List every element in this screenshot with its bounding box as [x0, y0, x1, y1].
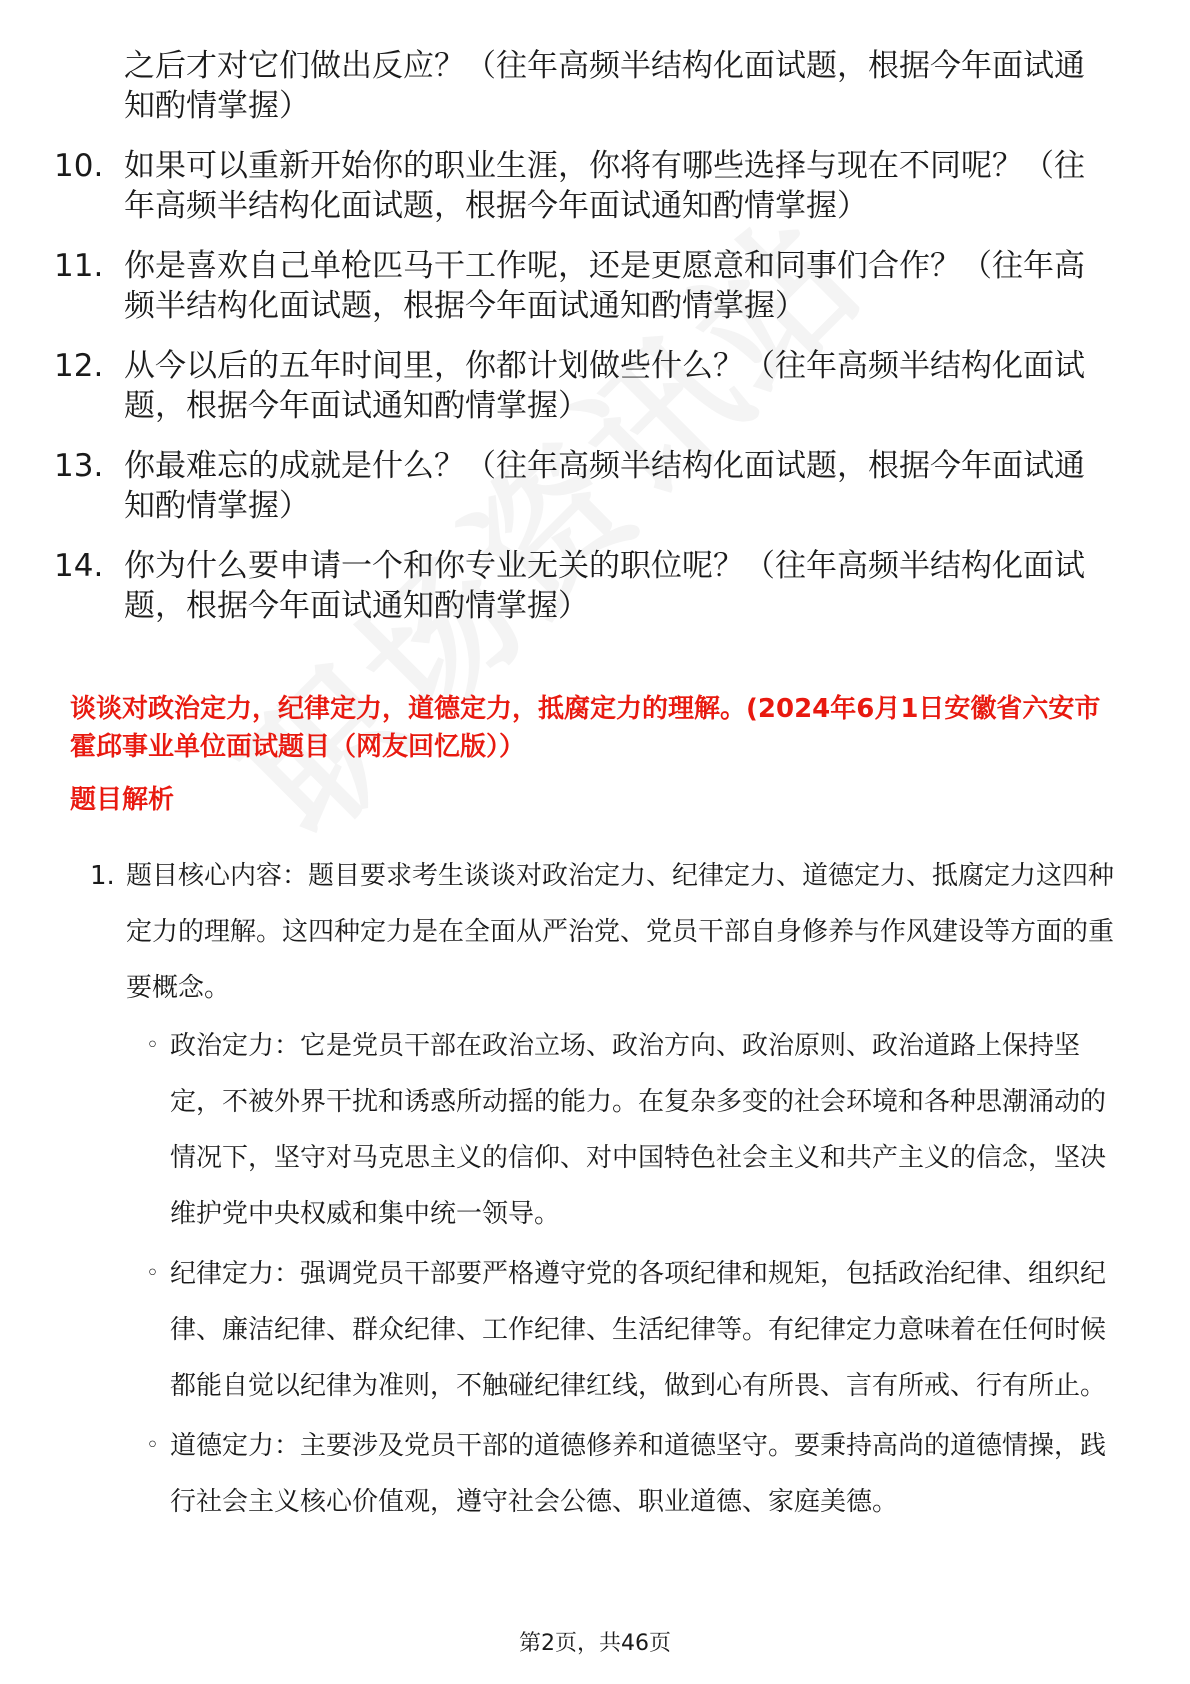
- sub-list: [146, 1018, 1120, 1530]
- section-subheading: 题目解析: [70, 785, 175, 815]
- question-number: 11.: [54, 248, 104, 284]
- bullet-icon: ◦: [146, 1261, 159, 1286]
- question-list: [54, 46, 1114, 646]
- question-number: 10.: [54, 148, 104, 184]
- question-text: 你最难忘的成就是什么？（往年高频半结构化面试题，根据今年面试通知酌情掌握）: [124, 448, 1085, 524]
- bullet-icon: ◦: [146, 1033, 159, 1058]
- list-item: [54, 446, 1114, 526]
- sub-item-text: 道德定力：主要涉及党员干部的道德修养和道德坚守。要秉持高尚的道德情操，践行社会主义核心价值观，遵守社会公德、职业道德、家庭美德。: [170, 1431, 1107, 1517]
- sub-list-item: [146, 1018, 1120, 1242]
- question-number: 14.: [54, 548, 104, 584]
- analysis-text: 题目核心内容：题目要求考生谈谈对政治定力、纪律定力、道德定力、抵腐定力这四种定力的理解。这四种定力是在全面从严治党、党员干部自身修养与作风建设等方面的重要概念。: [126, 861, 1115, 1003]
- question-number: 13.: [54, 448, 104, 484]
- list-item: [54, 246, 1114, 326]
- sub-list-item: [146, 1418, 1120, 1530]
- sub-item-text: 纪律定力：强调党员干部要严格遵守党的各项纪律和规矩，包括政治纪律、组织纪律、廉洁纪律、群众纪律、工作纪律、生活纪律等。有纪律定力意味着在任何时候都能自觉以纪律为准则，不触碰纪律红线，做到心有所畏、言有所戒、行有所止。: [170, 1259, 1107, 1401]
- question-text: 你为什么要申请一个和你专业无关的职位呢？（往年高频半结构化面试题，根据今年面试通知酌情掌握）: [124, 548, 1085, 624]
- question-text: 从今以后的五年时间里，你都计划做些什么？（往年高频半结构化面试题，根据今年面试通知酌情掌握）: [124, 348, 1085, 424]
- question-continuation: 之后才对它们做出反应？（往年高频半结构化面试题，根据今年面试通知酌情掌握）: [124, 48, 1085, 124]
- page-number: 第2页，共46页: [519, 1631, 671, 1656]
- analysis-number: 1.: [90, 861, 115, 891]
- section-heading: 谈谈对政治定力，纪律定力，道德定力，抵腐定力的理解。(2024年6月1日安徽省六安市霍邱事业单位面试题目（网友回忆版））: [70, 694, 1101, 762]
- question-text: 你是喜欢自己单枪匹马干工作呢，还是更愿意和同事们合作？（往年高频半结构化面试题，根据今年面试通知酌情掌握）: [124, 248, 1085, 324]
- list-item: [90, 848, 1120, 1016]
- list-item: [54, 346, 1114, 426]
- sub-list-item: [146, 1246, 1120, 1414]
- analysis-section: [90, 848, 1120, 1534]
- list-item: [54, 546, 1114, 626]
- sub-item-text: 政治定力：它是党员干部在政治立场、政治方向、政治原则、政治道路上保持坚定，不被外界干扰和诱惑所动摇的能力。在复杂多变的社会环境和各种思潮涌动的情况下，坚守对马克思主义的信仰、对中国特色社会主义和共产主义的信念，坚决维护党中央权威和集中统一领导。: [170, 1031, 1107, 1229]
- list-item: [54, 146, 1114, 226]
- question-number: 12.: [54, 348, 104, 384]
- question-text: 如果可以重新开始你的职业生涯，你将有哪些选择与现在不同呢？（往年高频半结构化面试题，根据今年面试通知酌情掌握）: [124, 148, 1085, 224]
- bullet-icon: ◦: [146, 1433, 159, 1458]
